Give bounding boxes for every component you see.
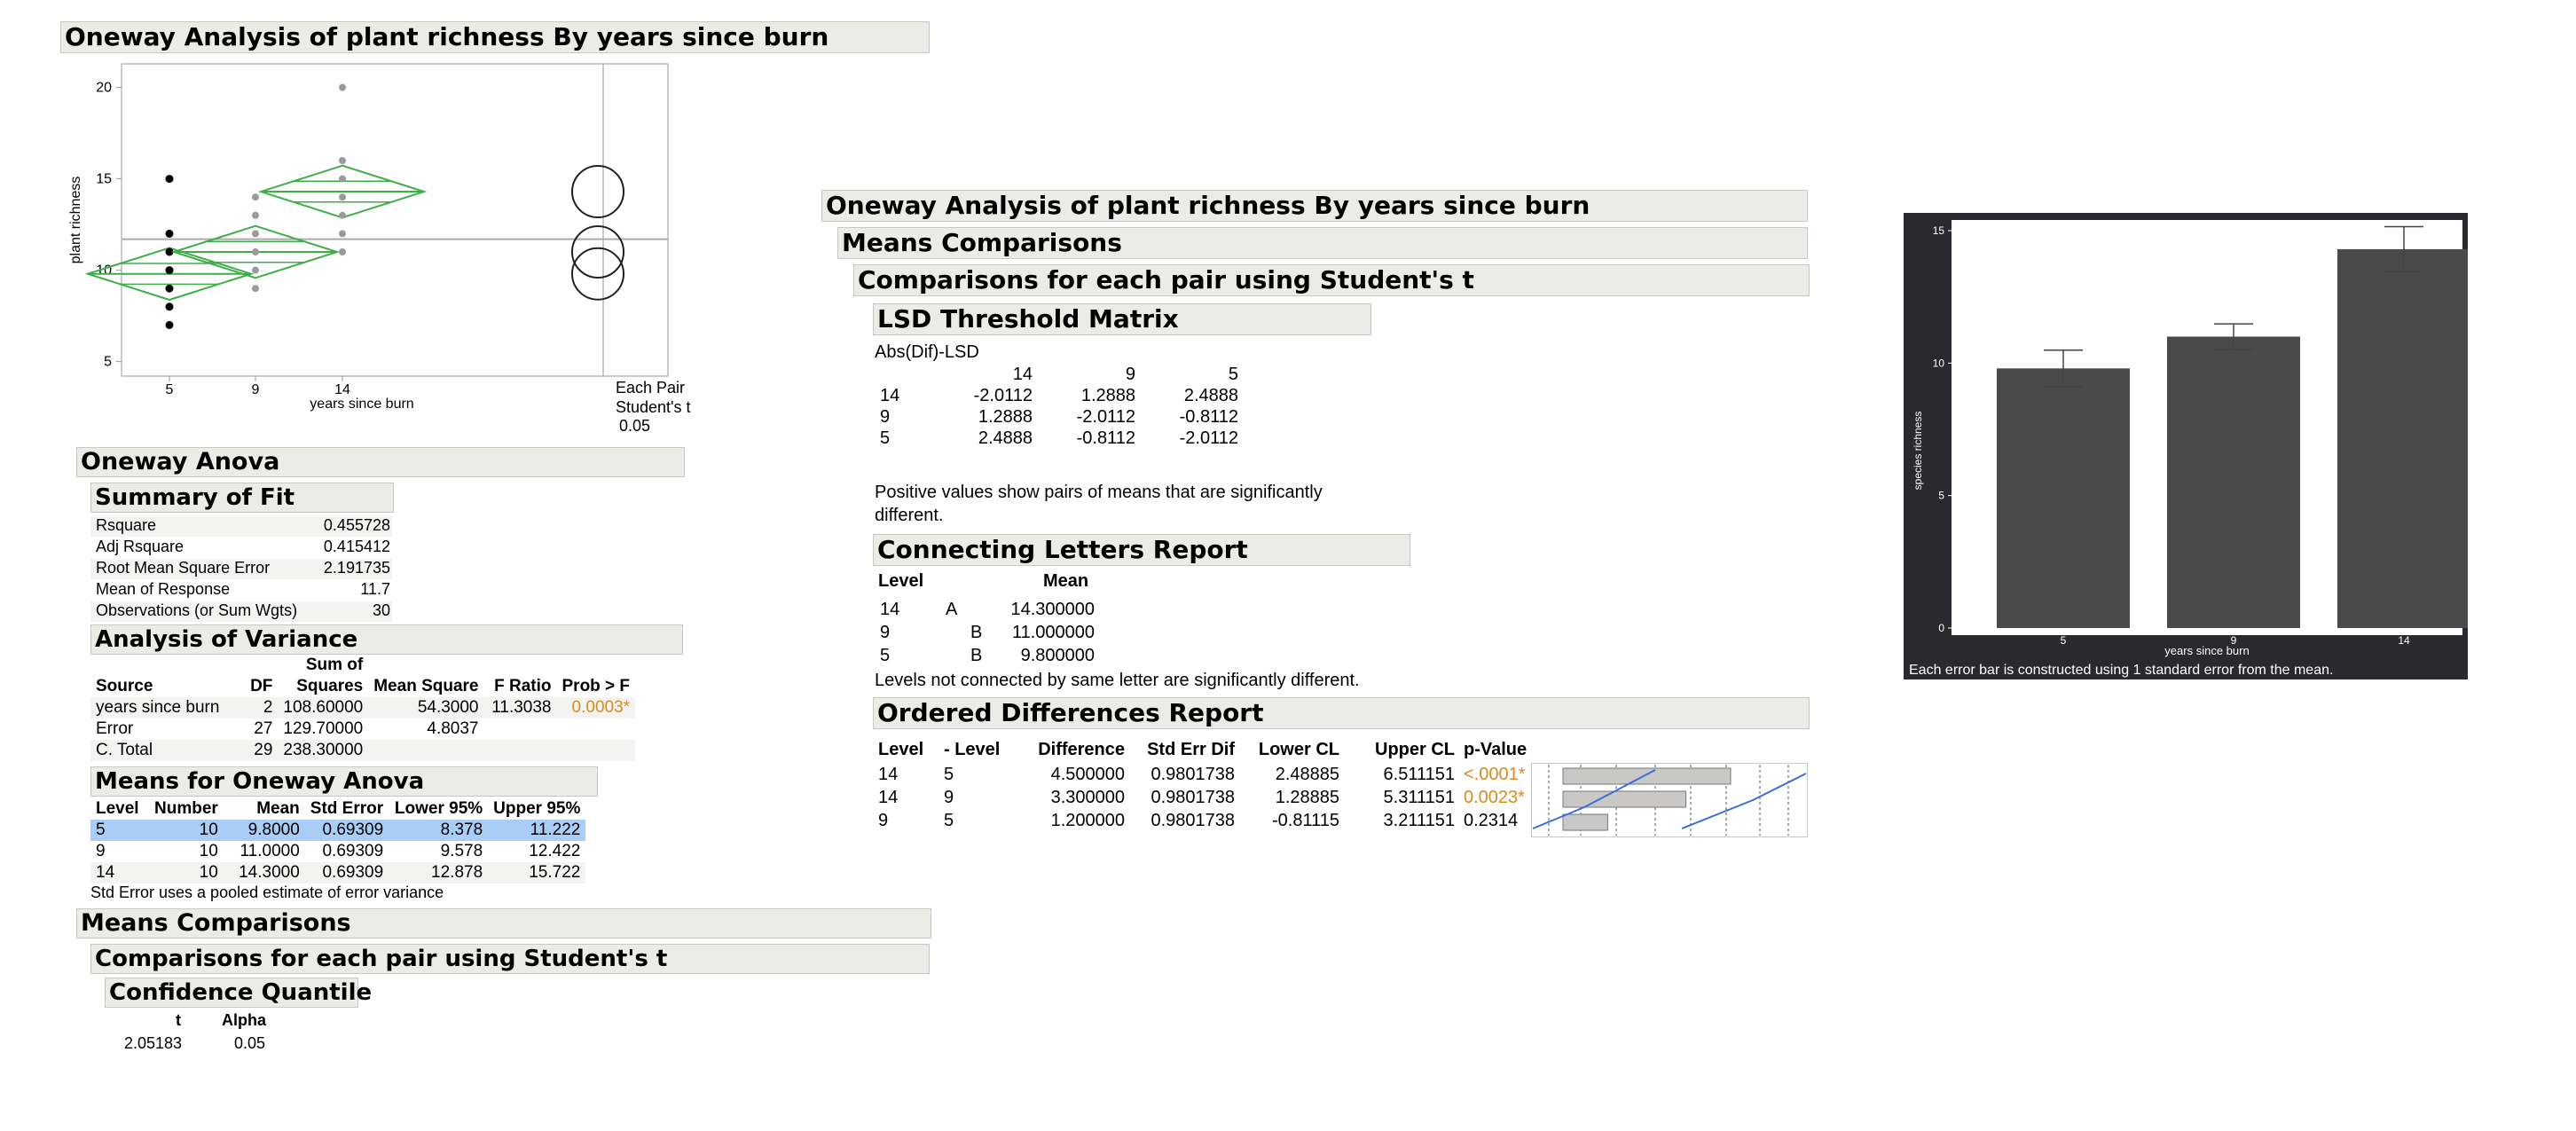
cell: 5 — [944, 811, 954, 830]
cell: 10 — [199, 842, 218, 860]
difference-bar — [1563, 768, 1731, 784]
cell — [484, 719, 557, 740]
fit-value: 0.455728 — [323, 516, 390, 534]
data-point[interactable] — [252, 230, 259, 237]
table-row — [875, 406, 1244, 428]
data-point[interactable] — [339, 248, 346, 255]
bar[interactable] — [2167, 336, 2300, 628]
y-axis-label: plant richness — [68, 176, 83, 264]
data-point[interactable] — [252, 193, 259, 200]
cell: 129.70000 — [283, 719, 364, 738]
lsd-table — [875, 364, 1244, 449]
cell: 0.9801738 — [1151, 811, 1235, 830]
x-tick-label: 9 — [251, 382, 260, 397]
data-point[interactable] — [339, 230, 346, 237]
bar-y-tick-label: 5 — [1938, 489, 1944, 502]
cell: 9 — [944, 788, 954, 807]
cell: -0.8112 — [1076, 428, 1135, 448]
fit-label: Observations (or Sum Wgts) — [96, 601, 298, 619]
cell: 2 — [224, 697, 278, 719]
fit-label: Rsquare — [96, 516, 157, 534]
cell: 1.2888 — [1080, 385, 1135, 405]
data-point[interactable] — [252, 267, 259, 274]
x-tick-label: 5 — [165, 382, 174, 397]
letter-b: B — [970, 623, 983, 642]
p-value-cell: 0.2314 — [1464, 811, 1519, 830]
x-axis-label: years since burn — [310, 397, 414, 412]
p-value-cell: 0.0023* — [1464, 788, 1525, 807]
means-note: Std Error uses a pooled estimate of error variance — [90, 884, 444, 901]
mean-value: 14.300000 — [1010, 600, 1095, 619]
cell: 9 — [96, 842, 106, 860]
cell: 11.222 — [488, 820, 585, 841]
cell: -2.0112 — [973, 385, 1033, 405]
cell: -2.0112 — [1076, 406, 1135, 427]
data-point[interactable] — [339, 212, 346, 219]
cell: 14.3000 — [224, 862, 305, 884]
bar-x-tick-label: 14 — [2398, 634, 2410, 647]
p-value-cell: 0.0003* — [557, 697, 636, 719]
middle-comparisons-header[interactable]: Comparisons for each pair using Student's t — [853, 264, 1810, 296]
cell: 9 — [880, 406, 891, 427]
analysis-of-variance-header[interactable]: Analysis of Variance — [90, 624, 683, 655]
cell: 12.422 — [529, 842, 581, 860]
cell: 2.4888 — [978, 428, 1033, 448]
cell: 14 — [878, 788, 899, 807]
fit-value: 0.415412 — [323, 538, 390, 555]
means-oneway-header[interactable]: Means for Oneway Anova — [90, 766, 598, 797]
cell: 10 — [149, 820, 224, 841]
connecting-letters-header[interactable]: Connecting Letters Report — [873, 534, 1410, 566]
bar-x-tick-label: 5 — [2060, 634, 2067, 647]
cell: 0.69309 — [305, 862, 389, 884]
cell — [557, 740, 636, 761]
anova-col-f: F Ratio — [494, 677, 552, 695]
alpha-label: 0.05 — [619, 417, 651, 435]
data-point[interactable] — [166, 321, 174, 329]
fit-label: Root Mean Square Error — [96, 559, 271, 577]
cell: 14 — [878, 765, 899, 784]
cell: 108.60000 — [278, 697, 368, 719]
od-col-header: p-Value — [1464, 740, 1528, 759]
mean-value: 9.800000 — [1020, 646, 1095, 665]
anova-col-ss: Squares — [296, 677, 364, 695]
cell: 0.69309 — [305, 820, 389, 841]
cell: 9.8000 — [224, 820, 305, 841]
means-col-mean: Mean — [256, 799, 300, 818]
cq-col-alpha: Alpha — [222, 1011, 267, 1029]
data-point[interactable] — [166, 266, 174, 274]
cq-alpha-value: 0.05 — [234, 1034, 266, 1052]
confidence-quantile-header[interactable]: Confidence Quantile — [105, 978, 358, 1008]
data-point[interactable] — [166, 175, 174, 183]
cell: 5.311151 — [1383, 788, 1455, 807]
cell: 9.578 — [440, 842, 483, 860]
data-point[interactable] — [339, 84, 346, 91]
cell: Error — [96, 719, 134, 738]
table-row — [90, 697, 635, 719]
fit-value: 2.191735 — [323, 559, 390, 577]
y-tick-label: 15 — [96, 171, 112, 187]
cl-col-mean: Mean — [1043, 571, 1089, 591]
ordered-differences-header[interactable]: Ordered Differences Report — [873, 697, 1810, 729]
letter-b: B — [970, 646, 983, 665]
data-point[interactable] — [252, 248, 259, 255]
cell: 14 — [880, 600, 900, 619]
summary-of-fit-header[interactable]: Summary of Fit — [90, 483, 394, 513]
bar-x-tick-label: 9 — [2230, 634, 2237, 647]
cell: 9 — [878, 811, 889, 830]
data-point[interactable] — [252, 285, 259, 292]
bar[interactable] — [1997, 368, 2130, 628]
cell: -0.81115 — [1272, 811, 1339, 830]
cell: 27 — [254, 719, 273, 738]
lsd-col: 9 — [1125, 364, 1135, 384]
table-row-selected[interactable] — [90, 820, 585, 841]
data-point[interactable] — [339, 193, 346, 200]
anova-sumof: Sum of — [305, 656, 364, 674]
od-col-header: - Level — [944, 740, 1001, 759]
cell: 8.378 — [389, 820, 488, 841]
data-point[interactable] — [339, 176, 346, 183]
cell — [484, 740, 557, 761]
od-col-header: Difference — [1038, 740, 1125, 759]
left-title[interactable]: Oneway Analysis of plant richness By years since burn — [60, 21, 930, 53]
difference-bar — [1563, 814, 1607, 830]
fit-label: Adj Rsquare — [96, 538, 185, 555]
cell: 0.9801738 — [1151, 765, 1235, 784]
cell: 4.500000 — [1050, 765, 1125, 784]
anova-col-source: Source — [96, 677, 153, 695]
bar-y-label: species richness — [1912, 411, 1924, 491]
middle-means-comparisons-header[interactable]: Means Comparisons — [837, 227, 1808, 259]
cell: 11.3038 — [484, 697, 557, 719]
students-t-label: Student's t — [616, 398, 691, 416]
bar-x-label: years since burn — [2164, 644, 2250, 657]
cell: 5 — [880, 428, 891, 448]
od-col-header: Std Err Dif — [1147, 740, 1235, 759]
cell: 14 — [90, 862, 149, 884]
y-tick-label: 10 — [96, 263, 112, 279]
cell: 1.28885 — [1275, 788, 1339, 807]
comparison-circle[interactable] — [572, 226, 624, 278]
od-col-header: Lower CL — [1258, 740, 1339, 759]
cell: 3.300000 — [1050, 788, 1125, 807]
lsd-header[interactable]: LSD Threshold Matrix — [873, 303, 1371, 335]
bar-y-tick-label: 15 — [1932, 224, 1944, 237]
od-col-header: Level — [878, 740, 924, 759]
cell: 4.8037 — [427, 719, 479, 738]
means-col-upper: Upper 95% — [493, 799, 581, 818]
cell: 11.0000 — [240, 842, 300, 860]
y-tick-label: 20 — [96, 80, 112, 96]
data-point[interactable] — [252, 212, 259, 219]
cell: 2.48885 — [1275, 765, 1339, 784]
p-value-cell: <.0001* — [1464, 765, 1526, 784]
means-col-lower: Lower 95% — [394, 799, 483, 818]
cq-col-t: t — [176, 1011, 181, 1029]
middle-title[interactable]: Oneway Analysis of plant richness By years since burn — [821, 190, 1808, 222]
cell: 9 — [880, 623, 891, 642]
table-row — [90, 740, 635, 761]
cell: 3.211151 — [1383, 811, 1455, 830]
table-row — [90, 719, 635, 740]
cell: 14 — [880, 385, 900, 405]
difference-bar — [1563, 791, 1686, 807]
bar-y-tick-label: 10 — [1932, 357, 1944, 370]
lsd-note-2: different. — [875, 506, 944, 525]
cell: 2.4888 — [1183, 385, 1238, 405]
lsd-note-1: Positive values show pairs of means that are significantly — [875, 483, 1323, 502]
data-point[interactable] — [339, 157, 346, 164]
cell: 1.2888 — [978, 406, 1033, 427]
cell: -2.0112 — [1179, 428, 1238, 448]
bar[interactable] — [2337, 249, 2468, 628]
table-row — [875, 385, 1244, 406]
left-means-comparisons-header[interactable]: Means Comparisons — [76, 908, 931, 939]
cell: 10 — [149, 862, 224, 884]
means-table — [90, 798, 585, 884]
cell: 54.3000 — [368, 697, 483, 719]
lsd-subtitle: Abs(Dif)-LSD — [875, 342, 979, 362]
cell: C. Total — [90, 740, 224, 761]
cell: 0.69309 — [322, 842, 384, 860]
cell: years since burn — [90, 697, 224, 719]
bar-chart — [1904, 213, 2468, 679]
comparison-circle[interactable] — [572, 166, 624, 217]
lsd-col: 14 — [1012, 364, 1033, 384]
cq-t-value: 2.05183 — [124, 1034, 183, 1052]
means-col-se: Std Error — [310, 799, 384, 818]
cell: 1.200000 — [1050, 811, 1125, 830]
means-col-level: Level — [96, 799, 139, 818]
cell: 15.722 — [488, 862, 585, 884]
mean-value: 11.000000 — [1011, 623, 1095, 642]
data-point[interactable] — [166, 285, 174, 293]
cell: 12.878 — [389, 862, 488, 884]
cell — [557, 719, 636, 740]
od-col-header: Upper CL — [1375, 740, 1455, 759]
cell: 6.511151 — [1383, 765, 1455, 784]
letter-a: A — [946, 600, 958, 619]
ordered-differences-chart — [1531, 763, 1808, 837]
y-tick-label: 5 — [104, 354, 112, 370]
fit-value: 11.7 — [360, 580, 390, 598]
oneway-plot — [62, 59, 754, 449]
cell: 5 — [880, 646, 891, 665]
cell — [368, 740, 483, 761]
anova-col-p: Prob > F — [562, 677, 631, 695]
means-col-number: Number — [154, 799, 218, 818]
cell: 0.9801738 — [1151, 788, 1235, 807]
data-point[interactable] — [166, 230, 174, 238]
table-row[interactable] — [90, 841, 585, 862]
bar-caption: Each error bar is constructed using 1 standard error from the mean. — [1909, 663, 2334, 678]
cl-col-level: Level — [878, 571, 924, 591]
oneway-anova-header[interactable]: Oneway Anova — [76, 447, 685, 477]
anova-col-ms: Mean Square — [373, 677, 479, 695]
anova-table — [90, 655, 635, 761]
fit-label: Mean of Response — [96, 580, 231, 598]
each-pair-label: Each Pair — [616, 379, 686, 397]
table-row — [875, 428, 1244, 449]
cell: 29 — [224, 740, 278, 761]
cell: 5 — [944, 765, 954, 784]
fit-value: 30 — [372, 601, 390, 619]
cell: -0.8112 — [1179, 406, 1238, 427]
data-point[interactable] — [166, 302, 174, 310]
connecting-note: Levels not connected by same letter are significantly different. — [875, 671, 1360, 690]
comparison-circle[interactable] — [572, 248, 624, 300]
cell: 238.30000 — [278, 740, 368, 761]
lsd-col: 5 — [1228, 364, 1238, 384]
anova-col-df: DF — [250, 677, 273, 695]
bar-y-tick-label: 0 — [1938, 622, 1944, 634]
left-comparisons-header[interactable]: Comparisons for each pair using Student's t — [90, 944, 930, 974]
x-tick-label: 14 — [334, 382, 350, 397]
plot-frame — [122, 64, 668, 376]
table-row[interactable] — [90, 862, 585, 884]
cell: 5 — [90, 820, 149, 841]
